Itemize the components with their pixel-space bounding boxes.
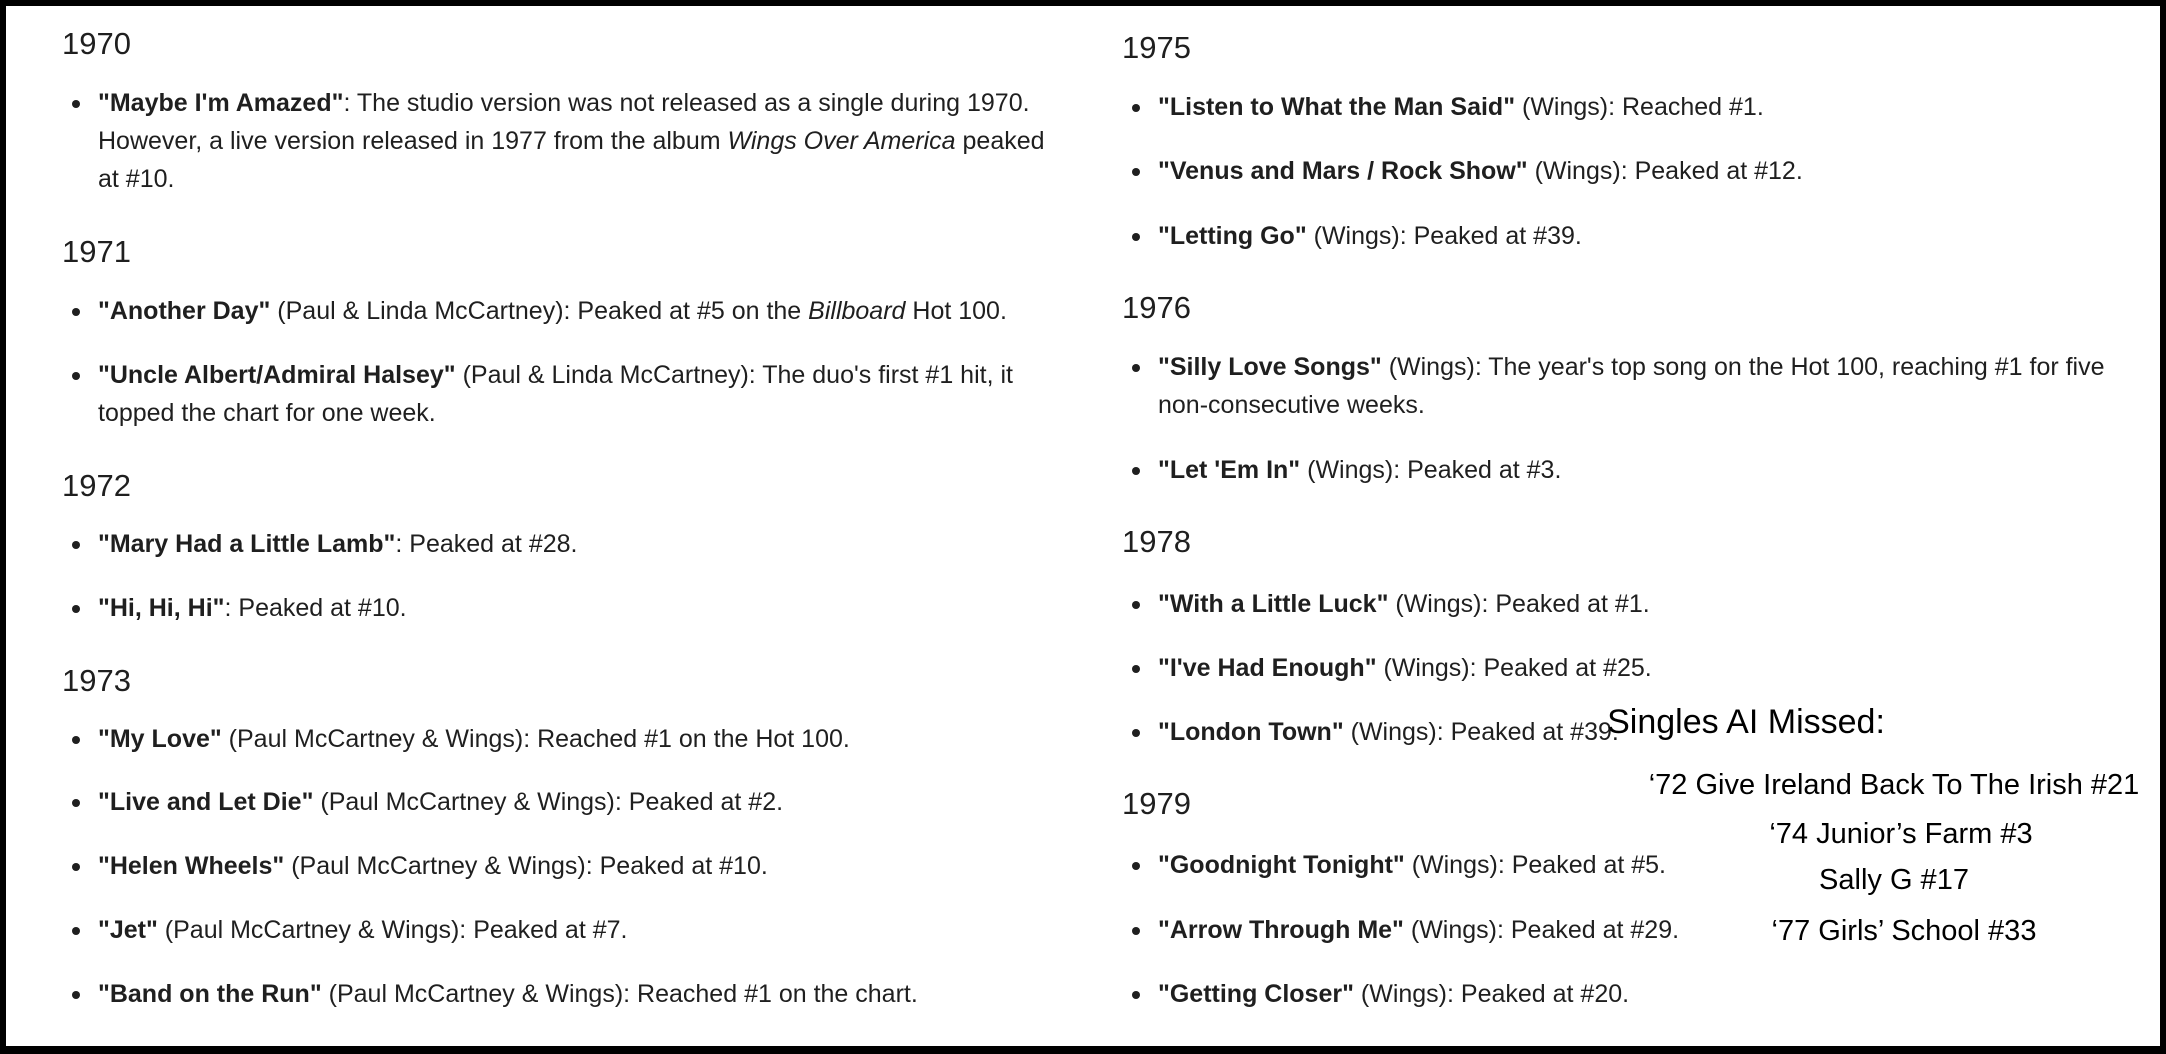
year-heading-1970: 1970	[62, 26, 131, 61]
item-text: (Wings): Peaked at #29.	[1403, 916, 1680, 944]
item-text: (Wings): Peaked at #3.	[1300, 456, 1562, 484]
publication-title: Billboard	[808, 297, 906, 325]
song-title: "I've Had Enough"	[1158, 654, 1377, 682]
song-title: "Band on the Run"	[98, 980, 322, 1008]
list-item	[1158, 585, 2152, 623]
item-text: (Paul McCartney & Wings): Peaked at #7.	[157, 916, 628, 944]
year-heading-1976: 1976	[1122, 290, 1191, 325]
list-item	[1158, 975, 2152, 1013]
song-title: "Live and Let Die"	[98, 788, 314, 816]
song-title: "Maybe I'm Amazed"	[98, 89, 344, 117]
annotation-line: ‘77 Girls’ School #33	[1771, 915, 2037, 947]
item-text: (Wings): Peaked at #1.	[1388, 590, 1650, 618]
song-title: "Another Day"	[98, 297, 271, 325]
item-text: Hot 100.	[905, 297, 1007, 325]
list-item	[1158, 152, 2152, 190]
year-heading-1978: 1978	[1122, 524, 1191, 559]
song-title: "Goodnight Tonight"	[1158, 851, 1405, 879]
document-page	[6, 6, 2160, 1046]
year-heading-1971: 1971	[62, 234, 131, 269]
list-item	[98, 847, 1072, 885]
list-item	[98, 911, 1072, 949]
song-title: "With a Little Luck"	[1158, 590, 1389, 618]
item-text: (Wings): Peaked at #39.	[1343, 718, 1619, 746]
annotation-line: ‘72 Give Ireland Back To The Irish #21	[1648, 769, 2140, 801]
song-title: "Venus and Mars / Rock Show"	[1158, 157, 1528, 185]
list-item	[98, 589, 1072, 627]
list-item	[98, 975, 1072, 1013]
item-text: (Wings): Peaked at #25.	[1376, 654, 1652, 682]
year-heading-1975: 1975	[1122, 30, 1191, 65]
item-text: (Wings): The year's top song on the Hot 100, reaching #1 for five non-consecutive weeks.	[1158, 353, 2105, 419]
year-heading-1973: 1973	[62, 663, 131, 698]
song-title: "Hi, Hi, Hi"	[98, 594, 225, 622]
list-item	[1158, 451, 2152, 489]
item-text: (Wings): Reached #1.	[1515, 93, 1764, 121]
song-title: "Listen to What the Man Said"	[1158, 93, 1516, 121]
item-text: (Paul McCartney & Wings): Peaked at #10.	[284, 852, 768, 880]
annotation-line: Sally G #17	[1819, 864, 1969, 896]
item-text: (Wings): Peaked at #39.	[1306, 222, 1582, 250]
item-text: (Paul & Linda McCartney): The duo's first #1 hit, it topped the chart for one week.	[98, 361, 1013, 427]
song-title: "Arrow Through Me"	[1158, 916, 1404, 944]
list-item	[98, 783, 1072, 821]
list-item	[98, 84, 1072, 198]
list-item	[98, 525, 1072, 563]
item-text: (Wings): Peaked at #5.	[1404, 851, 1666, 879]
year-heading-1972: 1972	[62, 468, 131, 503]
song-title: "My Love"	[98, 725, 222, 753]
album-title: Wings Over America	[727, 127, 956, 155]
item-text: : Peaked at #28.	[395, 530, 578, 558]
item-text: : The studio version was not released as a single during 1970. However, a live version released in 1977 from the album	[98, 89, 1030, 155]
song-title: "Helen Wheels"	[98, 852, 285, 880]
song-title: "Uncle Albert/Admiral Halsey"	[98, 361, 456, 389]
annotation-title: Singles AI Missed:	[1607, 703, 1885, 741]
song-title: "Let 'Em In"	[1158, 456, 1301, 484]
list-item	[1158, 217, 2152, 255]
item-text: : Peaked at #10.	[224, 594, 407, 622]
list-item	[98, 292, 1072, 330]
item-text: (Paul & Linda McCartney): Peaked at #5 on the	[270, 297, 809, 325]
year-heading-1979: 1979	[1122, 786, 1191, 821]
annotation-line: ‘74 Junior’s Farm #3	[1769, 818, 2033, 850]
item-text: (Paul McCartney & Wings): Peaked at #2.	[313, 788, 784, 816]
list-item	[1158, 348, 2152, 424]
list-item	[98, 720, 1072, 758]
list-item	[1158, 649, 2152, 687]
song-title: "Mary Had a Little Lamb"	[98, 530, 396, 558]
list-item	[1158, 88, 2152, 126]
song-title: "Silly Love Songs"	[1158, 353, 1382, 381]
item-text: (Wings): Peaked at #12.	[1527, 157, 1803, 185]
song-title: "Letting Go"	[1158, 222, 1307, 250]
list-item	[98, 356, 1072, 432]
item-text: (Wings): Peaked at #20.	[1353, 980, 1630, 1008]
item-text: (Paul McCartney & Wings): Reached #1 on the chart.	[321, 980, 918, 1008]
song-title: "London Town"	[1158, 718, 1344, 746]
item-text: (Paul McCartney & Wings): Reached #1 on the Hot 100.	[221, 725, 850, 753]
song-title: "Jet"	[98, 916, 158, 944]
song-title: "Getting Closer"	[1158, 980, 1354, 1008]
item-text: peaked at #10.	[98, 127, 1045, 193]
